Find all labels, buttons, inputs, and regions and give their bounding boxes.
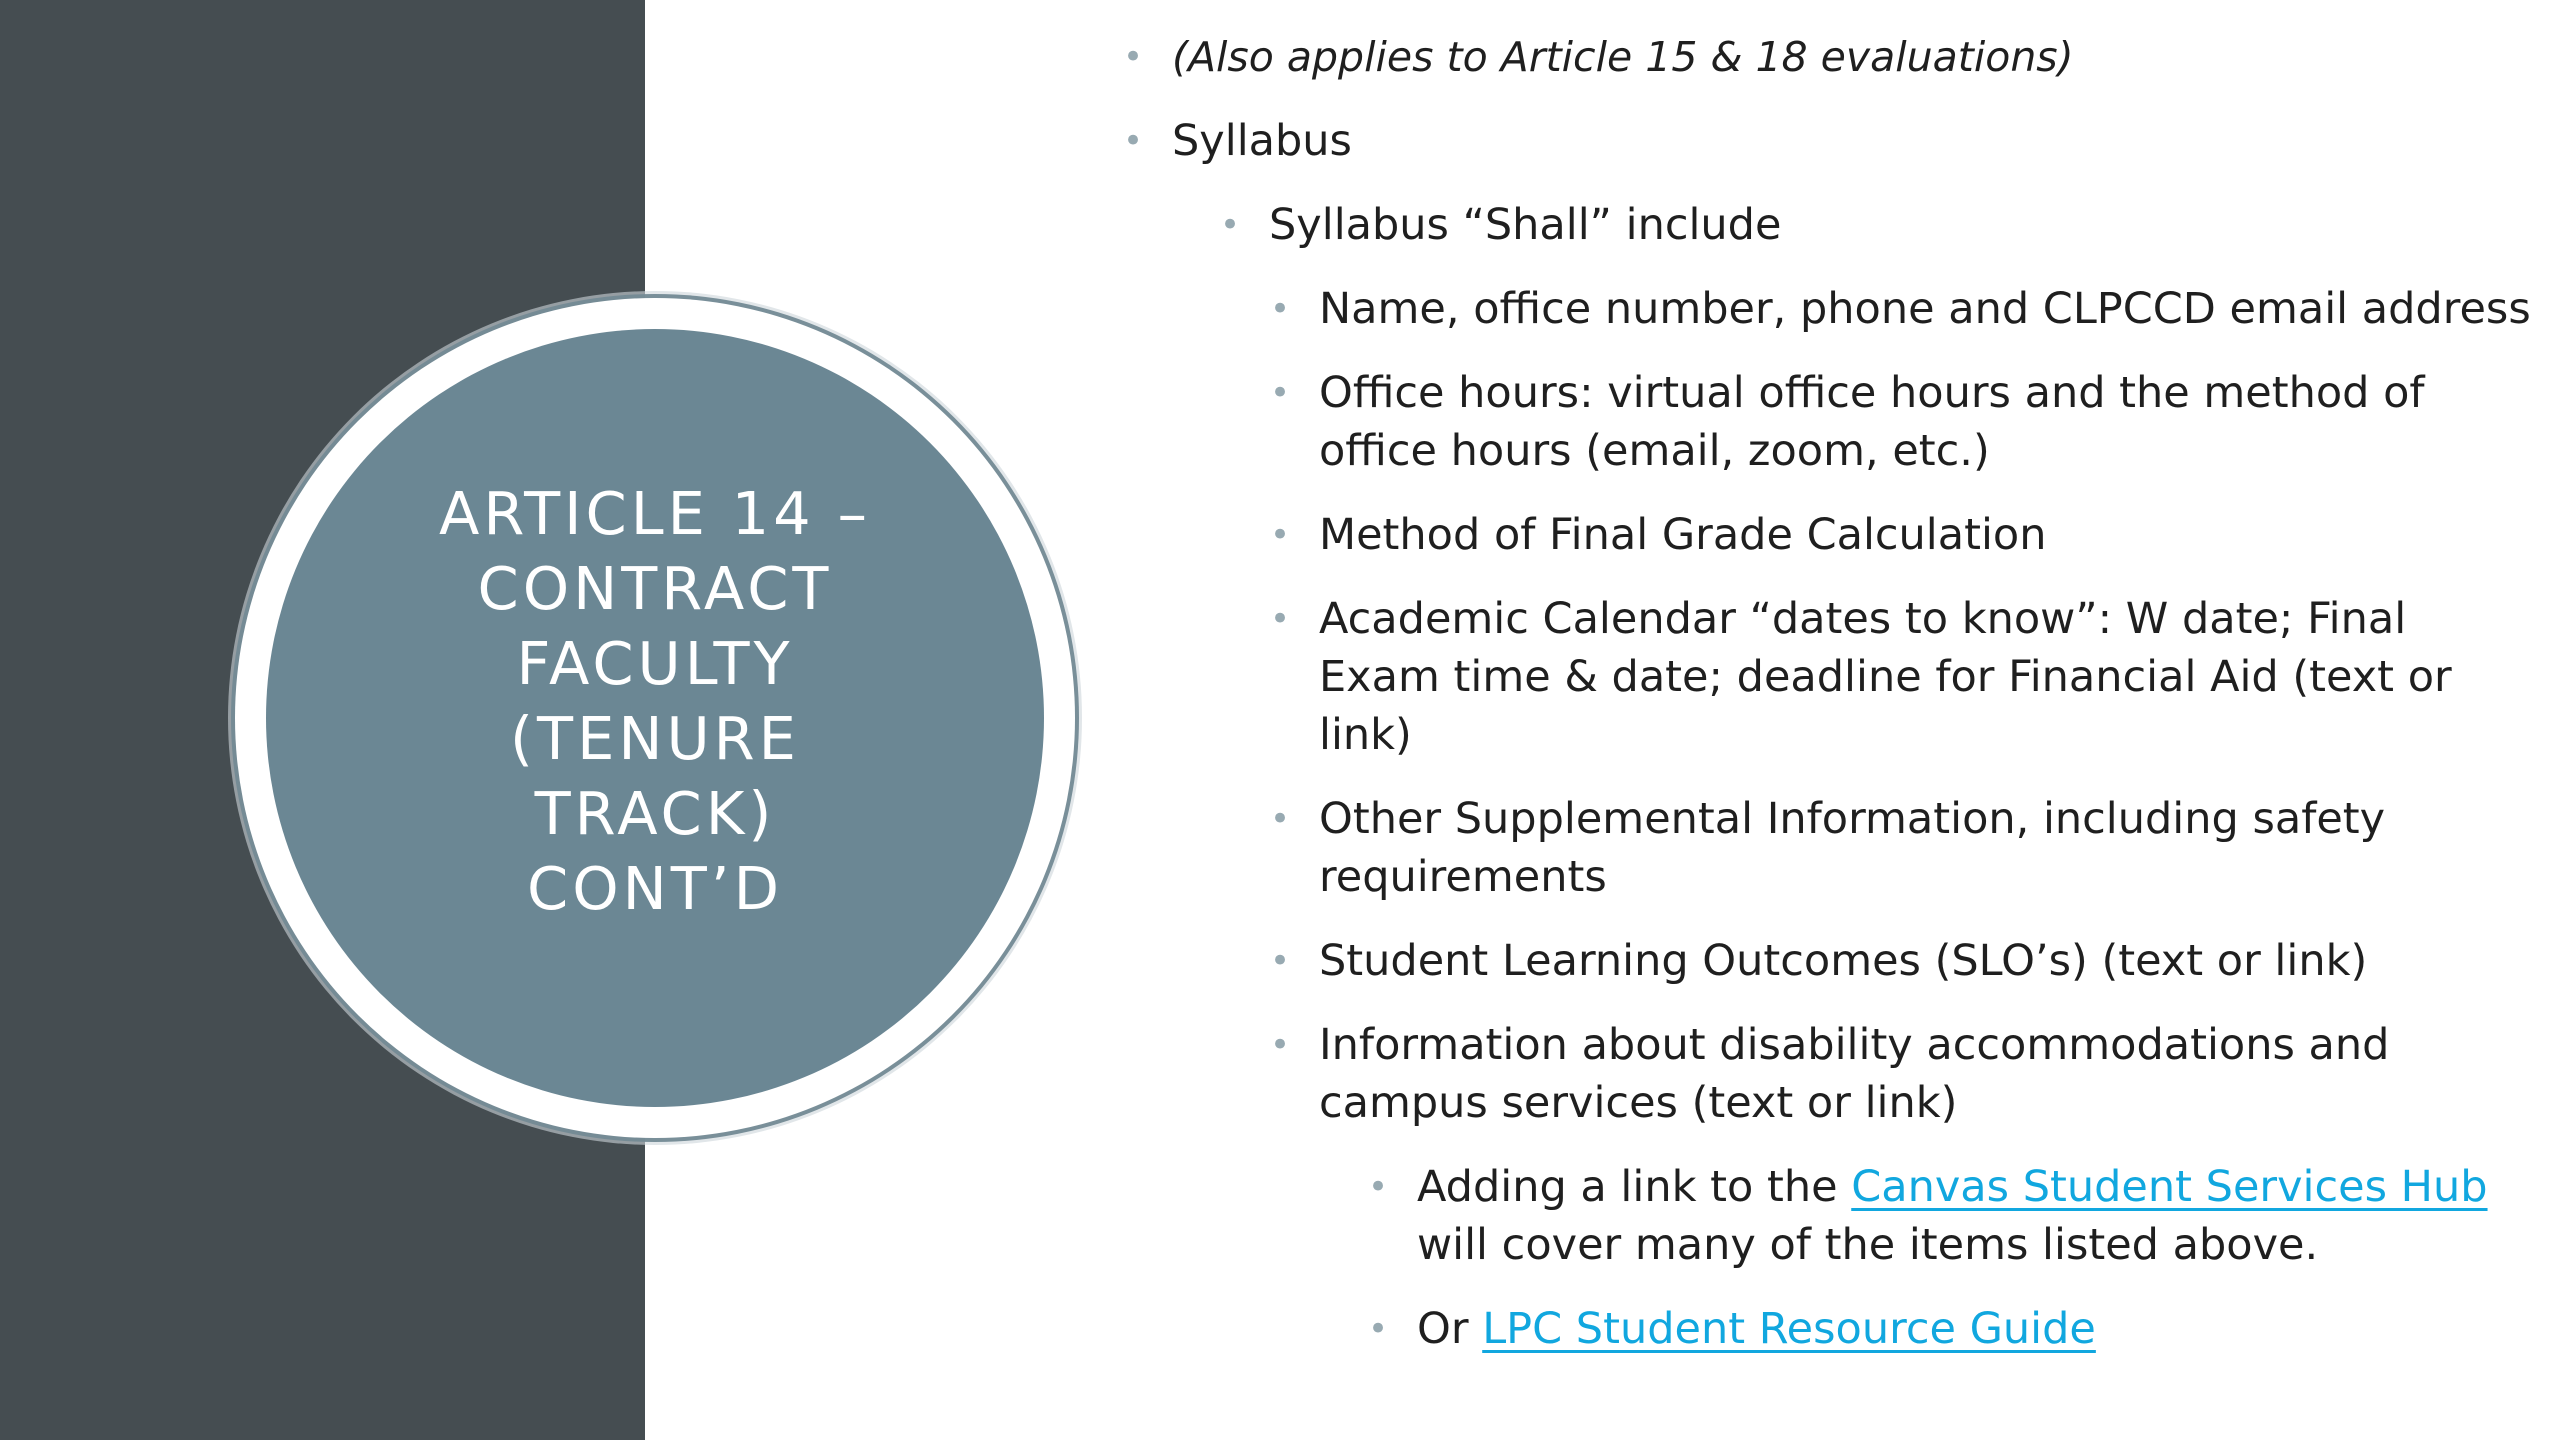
bullet-list [1110, 28, 2540, 1418]
slide-title: ARTICLE 14 – CONTRACT FACULTY (TENURE TRACK) CONT’D [439, 479, 871, 923]
title-circle-ring [235, 298, 1075, 1138]
bullet-applies-note: • (Also applies to Article 15 & 18 evaluations) [1172, 28, 2074, 86]
bullet-disability-campus-services: • Information about disability accommodations and campus services (text or link) [1319, 1016, 2519, 1132]
canvas-student-services-hub-link[interactable]: Canvas Student Services Hub [1851, 1162, 2488, 1212]
bullet-academic-calendar: • Academic Calendar “dates to know”: W date; Final Exam time & date; deadline for Financial Aid (text or link) [1319, 590, 2519, 764]
bullet-syllabus-shall-include: • Syllabus “Shall” include [1269, 196, 1781, 254]
bullet-final-grade-calculation: • Method of Final Grade Calculation [1319, 506, 2046, 564]
canvas-hub-prefix: Adding a link to the [1417, 1162, 1852, 1212]
bullet-syllabus: • Syllabus [1172, 112, 1352, 170]
bullet-office-hours: • Office hours: virtual office hours and the method of office hours (email, zoom, etc.) [1319, 364, 2519, 480]
lpc-student-resource-guide-link[interactable]: LPC Student Resource Guide [1482, 1304, 2096, 1354]
title-circle [266, 329, 1044, 1107]
canvas-hub-suffix: will cover many of the items listed above. [1417, 1220, 2319, 1270]
bullet-supplemental-information: • Other Supplemental Information, including safety requirements [1319, 790, 2519, 906]
bullet-name-office-phone-email: • Name, office number, phone and CLPCCD email address [1319, 280, 2531, 338]
resource-guide-prefix: Or [1417, 1304, 1483, 1354]
bullet-canvas-hub [1417, 1158, 2527, 1274]
bullet-student-learning-outcomes: • Student Learning Outcomes (SLO’s) (text or link) [1319, 932, 2367, 990]
bullet-resource-guide [1417, 1300, 2096, 1358]
